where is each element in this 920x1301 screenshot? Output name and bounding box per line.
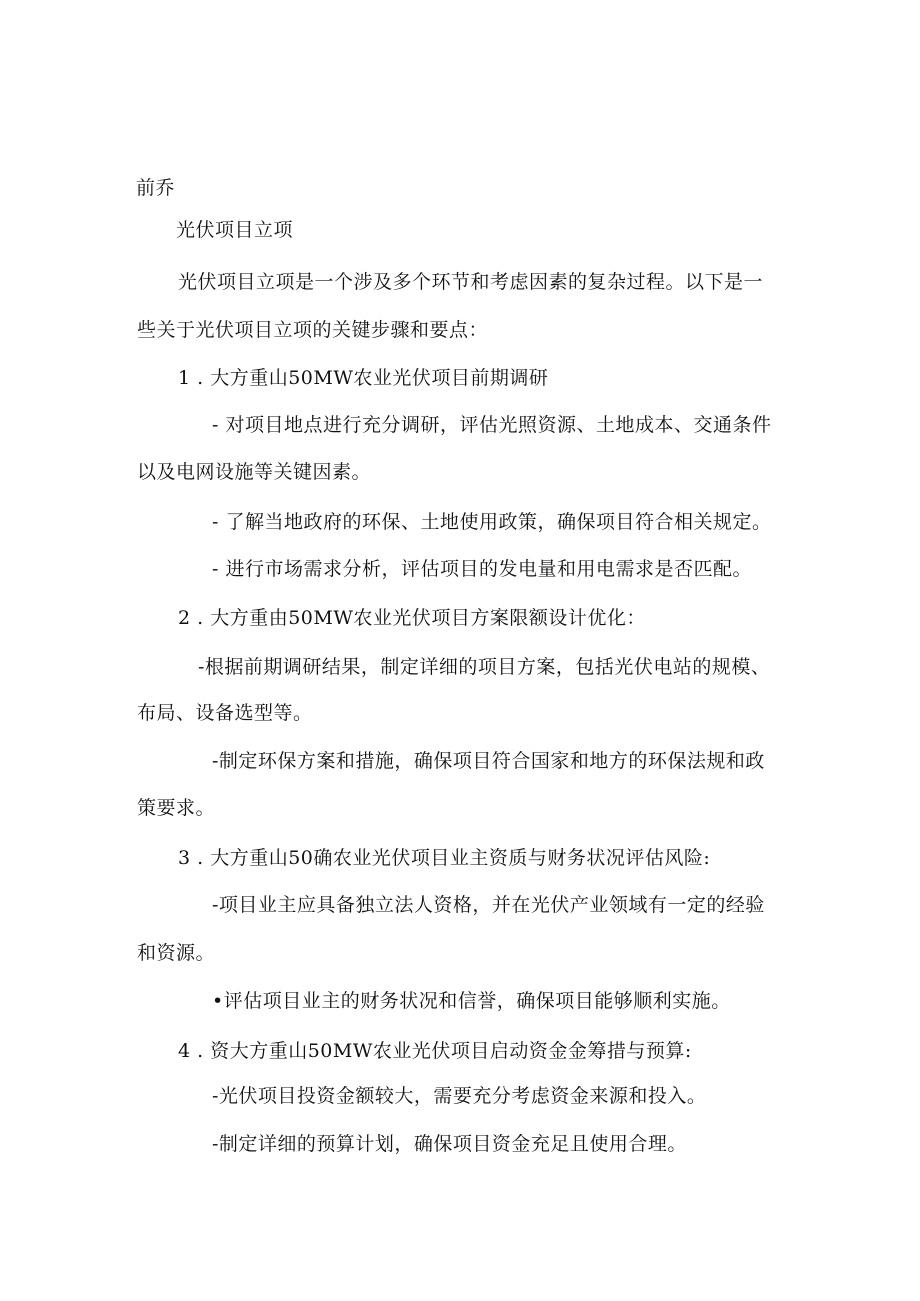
list-item: - 了解当地政府的环保、土地使用政策，确保项目符合相关规定。 — [212, 511, 772, 533]
list-item: - 进行市场需求分析，评估项目的发电量和用电需求是否匹配。 — [212, 558, 752, 580]
list-item: •评估项目业主的财务状况和信誉，确保项目能够顺利实施。 — [212, 990, 731, 1012]
section-heading: 4 . 资大方重山50MW农业光伏项目启动资金金筹措与预算: — [178, 1040, 692, 1062]
list-item-continuation: 以及电网设施等关键因素。 — [137, 461, 372, 483]
list-item: -根据前期调研结果，制定详细的项目方案，包括光伏电站的规模、 — [198, 656, 771, 678]
section-heading: 3 . 大方重山50确农业光伏项目业主资质与财务状况评估风险: — [178, 847, 711, 869]
list-item: -项目业主应具备独立法人资格，并在光伏产业领域有一定的经验 — [212, 894, 765, 916]
list-item: -制定详细的预算计划，确保项目资金充足且使用合理。 — [212, 1133, 687, 1155]
list-item-continuation: 和资源。 — [137, 942, 216, 964]
list-item-continuation: 布局、设备选型等。 — [137, 702, 313, 724]
list-item: -光伏项目投资金额较大，需要充分考虑资金来源和投入。 — [212, 1085, 707, 1107]
section-heading: 2 . 大方重由50MW农业光伏项目方案限额设计优化： — [178, 607, 646, 629]
document-title: 光伏项目立项 — [176, 219, 294, 241]
document-header: 前乔 — [136, 177, 176, 199]
list-item-continuation: 策要求。 — [137, 797, 216, 819]
list-item: - 对项目地点进行充分调研，评估光照资源、土地成本、交通条件 — [212, 414, 772, 436]
list-item: -制定环保方案和措施，确保项目符合国家和地方的环保法规和政 — [212, 750, 765, 772]
intro-line: 光伏项目立项是一个涉及多个环节和考虑因素的复杂过程。以下是一 — [178, 271, 764, 293]
intro-line: 些关于光伏项目立项的关键步骤和要点： — [137, 319, 489, 341]
section-heading: 1 . 大方重山50MW农业光伏项目前期调研 — [178, 367, 549, 389]
